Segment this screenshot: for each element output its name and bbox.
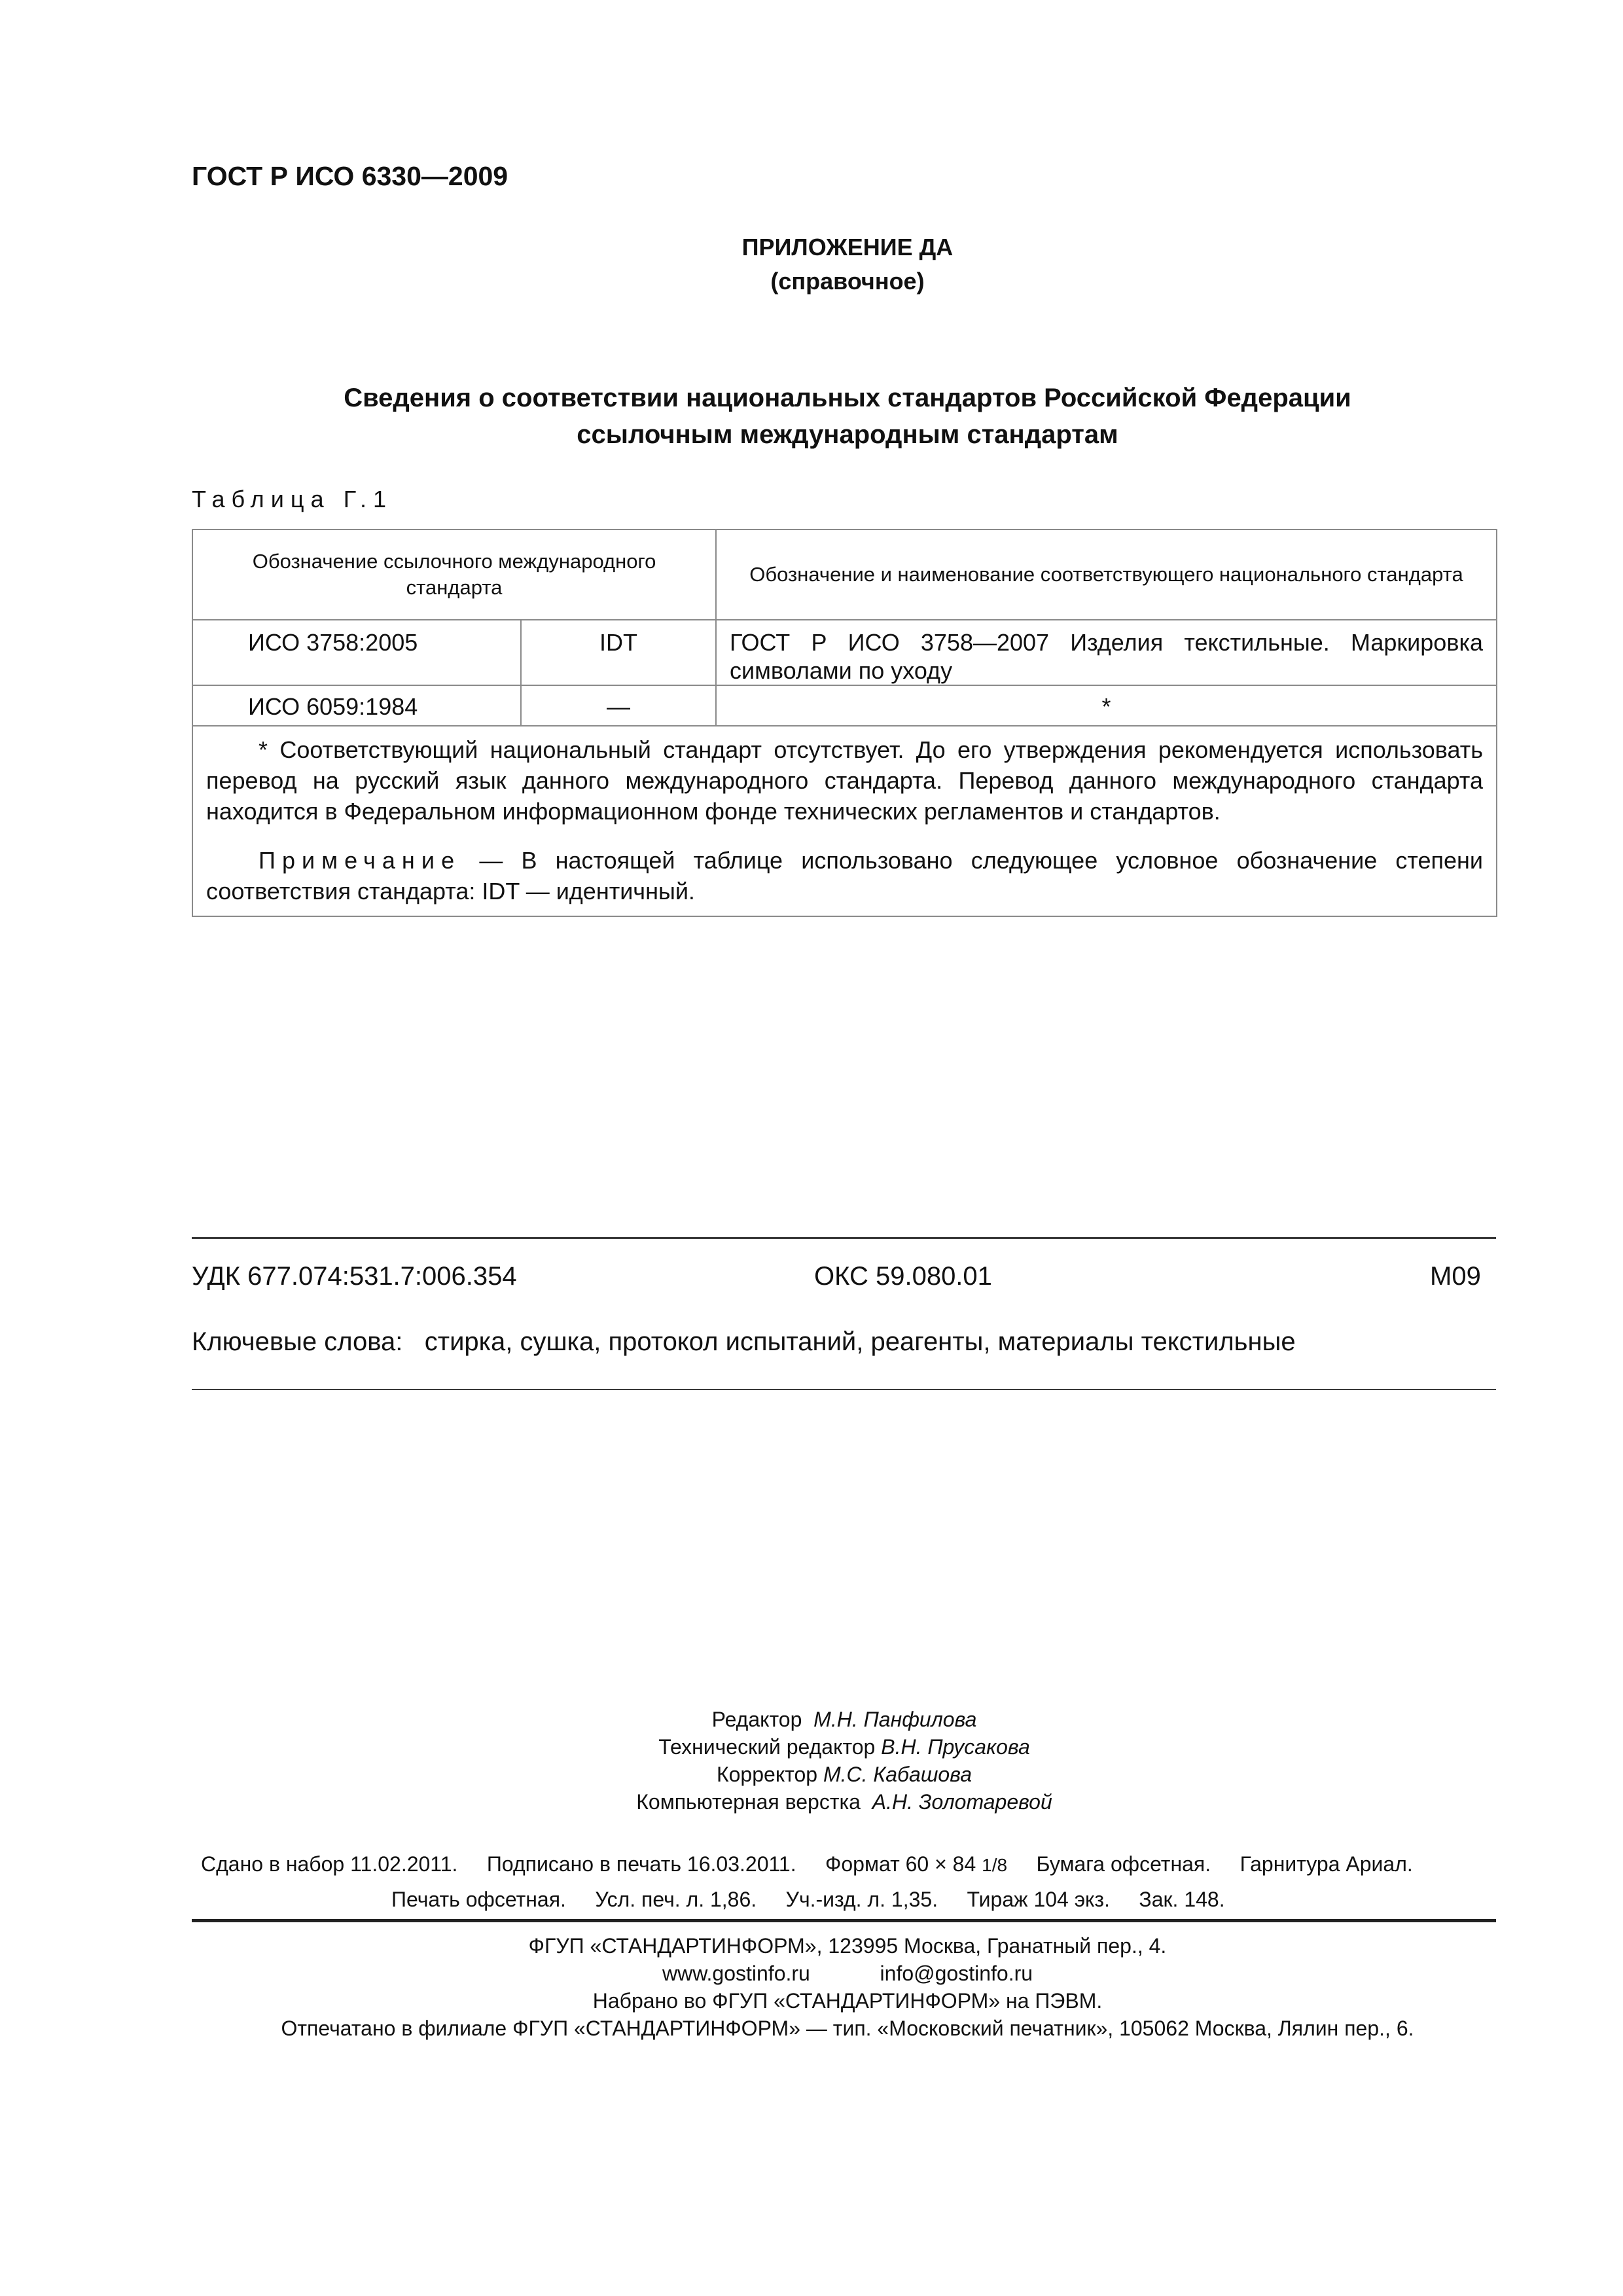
section-heading-line1: Сведения о соответствии национальных стандартов Российской Федерации [344,384,1351,412]
paper-type: Бумага офсетная. [1036,1852,1211,1876]
print-sheets: Усл. печ. л. 1,86. [595,1888,757,1911]
credit-name: А.Н. Золотаревой [872,1790,1052,1814]
order-number: Зак. 148. [1139,1888,1225,1911]
table-footnote: * Соответствующий национальный стандарт отсутствует. До его утверждения рекомендуется использовать перевод на русский язык данного международного стандарта. Перевод данного международного стандарта находится в Федеральном информационном фонде технических регламентов и стандартов. [206,736,1484,825]
credit-role: Корректор [716,1763,818,1786]
credit-line [589,1788,1099,1816]
section-heading-line2: ссылочным международным стандартам [577,420,1118,449]
printing-type: Печать офсетная. [391,1888,566,1911]
keywords-list: стирка, сушка, протокол испытаний, реагенты, материалы текстильные [424,1327,1296,1356]
print-info-line2 [391,1888,1225,1912]
document-code: ГОСТ Р ИСО 6330—2009 [192,161,508,191]
table-row [192,620,1497,685]
credit-line [589,1733,1099,1761]
divider-top [192,1237,1496,1239]
publisher-contacts [0,1960,1623,1987]
signed-date: Подписано в печать 16.03.2011. [486,1852,796,1876]
table-caption: Таблица Г.1 [192,486,393,512]
keywords-label: Ключевые слова: [192,1327,403,1356]
credit-role: Компьютерная верстка [636,1790,861,1814]
font-name: Гарнитура Ариал. [1240,1852,1413,1876]
divider-thick [192,1919,1496,1922]
publisher-website[interactable]: www.gostinfo.ru [662,1962,810,1985]
national-standard-cell: ГОСТ Р ИСО 3758—2007 Изделия текстильные. Маркировка символами по уходу [716,620,1497,685]
table-notes-row [192,726,1497,916]
udk-code: УДК 677.074:531.7:006.354 [192,1262,517,1291]
credit-role: Технический редактор [658,1735,876,1759]
appendix-type: (справочное) [770,268,925,295]
intl-standard-cell: ИСО 6059:1984 [192,685,521,726]
table-row [192,685,1497,726]
submitted-date: Сдано в набор 11.02.2011. [201,1852,458,1876]
credit-role: Редактор [711,1708,802,1731]
circulation: Тираж 104 экз. [967,1888,1110,1911]
divider-bottom [192,1389,1496,1390]
col2-header: Обозначение и наименование соответствующего национального стандарта [716,529,1497,620]
typeset-info: Набрано во ФГУП «СТАНДАРТИНФОРМ» на ПЭВМ. [592,1989,1103,2013]
table-note [206,845,1483,906]
classification-code: М09 [1430,1262,1481,1291]
national-standard-cell: * [716,685,1497,726]
note-label: Примечание [259,847,461,874]
keywords [192,1327,1296,1357]
appendix-title-label: ПРИЛОЖЕНИЕ ДА [741,234,954,260]
standards-table [192,529,1497,917]
appendix-title [0,230,1623,298]
publisher-block [0,1932,1623,2042]
credit-name: В.Н. Прусакова [881,1735,1030,1759]
publisher-address: ФГУП «СТАНДАРТИНФОРМ», 123995 Москва, Гранатный пер., 4. [528,1934,1167,1958]
credit-line [589,1706,1099,1733]
col1-header: Обозначение ссылочного международного стандарта [192,529,716,620]
credit-line [589,1761,1099,1788]
format: Формат 60 × 84 [825,1852,976,1876]
credits-block [589,1706,1099,1816]
publisher-email[interactable]: info@gostinfo.ru [880,1962,1033,1985]
format-fraction: 1/8 [982,1855,1008,1875]
table-header-row [192,529,1497,620]
section-heading [0,380,1623,453]
credit-name: М.С. Кабашова [823,1763,972,1786]
degree-cell: — [521,685,716,726]
note-text: — В настоящей таблице использовано следующее условное обозначение степени соответствия стандарта: IDT — идентичный. [206,847,1484,905]
table-notes-cell [192,726,1497,916]
oks-code: ОКС 59.080.01 [814,1262,992,1291]
intl-standard-cell: ИСО 3758:2005 [192,620,521,685]
print-info-line1 [201,1852,1413,1876]
credit-name: М.Н. Панфилова [813,1708,977,1731]
degree-cell: IDT [521,620,716,685]
publisher-sheets: Уч.-изд. л. 1,35. [785,1888,938,1911]
printed-info: Отпечатано в филиале ФГУП «СТАНДАРТИНФОРМ» — тип. «Московский печатник», 105062 Москва, Лялин пер., 6. [281,2017,1414,2040]
